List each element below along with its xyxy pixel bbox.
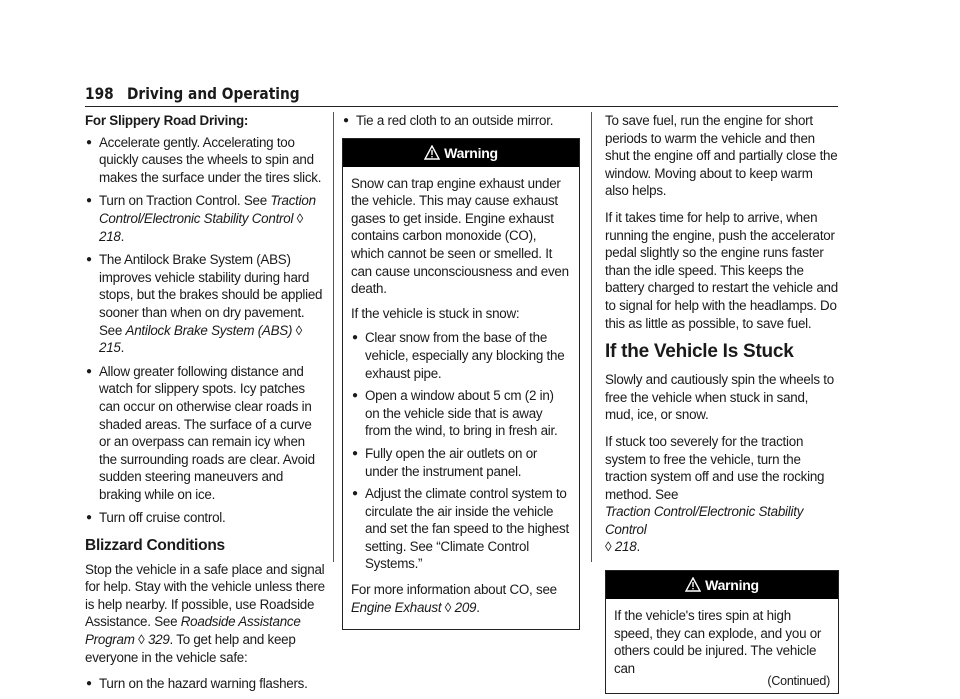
cross-reference-link[interactable]: Traction Control/Electronic Stability Control (99, 193, 316, 226)
snow-list (351, 329, 571, 573)
blizzard-heading: Blizzard Conditions (85, 537, 225, 555)
list-item: ● Allow greater following distance and watch for slippery spots. Icy patches can occur on otherwise clear roads in shaded areas. The surface of a curve or an overpass can remain icy when the surrounding roads are clear. Avoid sudden steering maneuvers and braking while on ice. (86, 363, 315, 502)
column-divider (591, 112, 592, 562)
warning-header: Warning (343, 139, 579, 167)
list-item: ● The Antilock Brake System (ABS) improves vehicle stability during hard stops, but the brakes should be applied sooner than when on dry pavement. See Antilock Brake System (ABS) ◊ 215. (86, 252, 323, 356)
list-item: ● Accelerate gently. Accelerating too quickly causes the wheels to spin and makes the surface under the tires slick. (86, 134, 322, 185)
page-ref-icon: ◊ (138, 632, 145, 648)
page-number: 198 (85, 84, 114, 103)
blizzard-paragraph: Stop the vehicle in a safe place and signal for help. Stay with the vehicle unless there is help nearby. If possible, use Roadside Assistance. See Roadside Assistance Program ◊ 329. To get help and keep everyone in the vehicle safe: (85, 561, 325, 665)
list-item: ● Adjust the climate control system to circulate the air inside the vehicle and set the fan speed to the highest setting. See “Climate Control Systems.” (352, 486, 569, 572)
warning-paragraph: Snow can trap engine exhaust under the vehicle. This may cause exhaust gases to get inside. Engine exhaust contains carbon monoxide (CO), which cannot be seen or smelled. It can cause unconsciousness and even death. (351, 175, 569, 297)
list-item: ● Turn on Traction Control. See Traction Control/Electronic Stability Control ◊ 218. (86, 193, 316, 244)
severe-paragraph: If stuck too severely for the traction system to free the vehicle, turn the traction system off and use the rocking method. See Traction Control/Electronic Stability Control ◊ 218. (605, 433, 825, 555)
list-item: ● Open a window about 5 cm (2 in) on the vehicle side that is away from the wind, to bring in fresh air. (352, 388, 558, 439)
page-reference[interactable]: 218 (99, 228, 121, 244)
warning-body (606, 599, 838, 693)
column-divider (333, 112, 334, 562)
bullet-icon: ● (86, 136, 92, 148)
section-title: Driving and Operating (127, 84, 300, 103)
page-ref-icon: ◊ (295, 322, 303, 338)
list-item: ● Clear snow from the base of the vehicle, especially any blocking the exhaust pipe. (352, 330, 565, 381)
page-ref-icon: ◊ (444, 599, 452, 615)
cross-reference-link[interactable]: Traction Control/Electronic Stability Control (605, 504, 804, 537)
bullet-icon: ● (352, 390, 358, 402)
help-time-paragraph: If it takes time for help to arrive, when running the engine, push the accelerator pedal slightly so the engine runs faster than the idle speed. This keeps the battery charged to restart the vehicle and to signal for help with the headlamps. Do this as little as possible, to save fuel. (605, 209, 838, 331)
stuck-snow-text: If the vehicle is stuck in snow: (351, 305, 520, 321)
mirror-list (342, 112, 580, 130)
stuck-heading: If the Vehicle Is Stuck (605, 341, 794, 363)
bullet-icon: ● (86, 254, 92, 266)
column-1 (85, 112, 325, 699)
column-2 (342, 112, 580, 630)
bullet-icon: ● (86, 195, 92, 207)
list-item: ● Fully open the air outlets on or under the instrument panel. (352, 445, 538, 479)
page-reference[interactable]: 218 (614, 539, 637, 555)
bullet-icon: ● (352, 332, 358, 344)
list-item: ● Tie a red cloth to an outside mirror. (343, 113, 554, 128)
warning-box (342, 138, 580, 631)
bullet-icon: ● (352, 488, 358, 500)
list-item: ● Turn off cruise control. (86, 510, 226, 526)
slippery-road-heading: For Slippery Road Driving: (85, 113, 249, 128)
page-ref-icon: ◊ (605, 539, 612, 555)
page-ref-icon: ◊ (296, 210, 304, 226)
continued-label: (Continued) (767, 674, 830, 689)
bullet-icon: ● (86, 512, 92, 524)
cross-reference-link[interactable]: Engine Exhaust (351, 599, 442, 615)
cross-reference-link[interactable]: Antilock Brake System (ABS) (125, 322, 293, 338)
bullet-icon: ● (86, 678, 92, 690)
bullet-icon: ● (86, 365, 92, 377)
bullet-icon: ● (343, 115, 349, 126)
page-reference[interactable]: 209 (454, 599, 477, 615)
warning-header: Warning (606, 571, 838, 599)
warning-paragraph: If the vehicle's tires spin at high speed, they can explode, and you or others could be injured. The vehicle can (614, 608, 822, 676)
list-item: ● Turn on the hazard warning flashers. (86, 676, 308, 692)
warning-box (605, 570, 839, 694)
warning-triangle-icon (424, 145, 440, 160)
warning-triangle-icon (685, 577, 701, 592)
more-info-paragraph: For more information about CO, see Engine Exhaust ◊ 209. (351, 582, 557, 615)
warning-body (343, 167, 579, 630)
page-reference[interactable]: 215 (99, 340, 121, 356)
cross-reference-link[interactable]: Roadside Assistance Program (85, 614, 301, 648)
page-header (85, 80, 838, 107)
stuck-paragraph: Slowly and cautiously spin the wheels to free the vehicle when stuck in sand, mud, ice, or snow. (605, 372, 834, 423)
page-reference[interactable]: 329 (147, 632, 170, 648)
column-3 (605, 112, 839, 694)
slippery-road-list (85, 134, 325, 527)
bullet-icon: ● (352, 447, 358, 459)
fuel-paragraph: To save fuel, run the engine for short periods to warm the vehicle and then shut the engine off and partially close the window. Moving about to keep warm also helps. (605, 113, 838, 199)
